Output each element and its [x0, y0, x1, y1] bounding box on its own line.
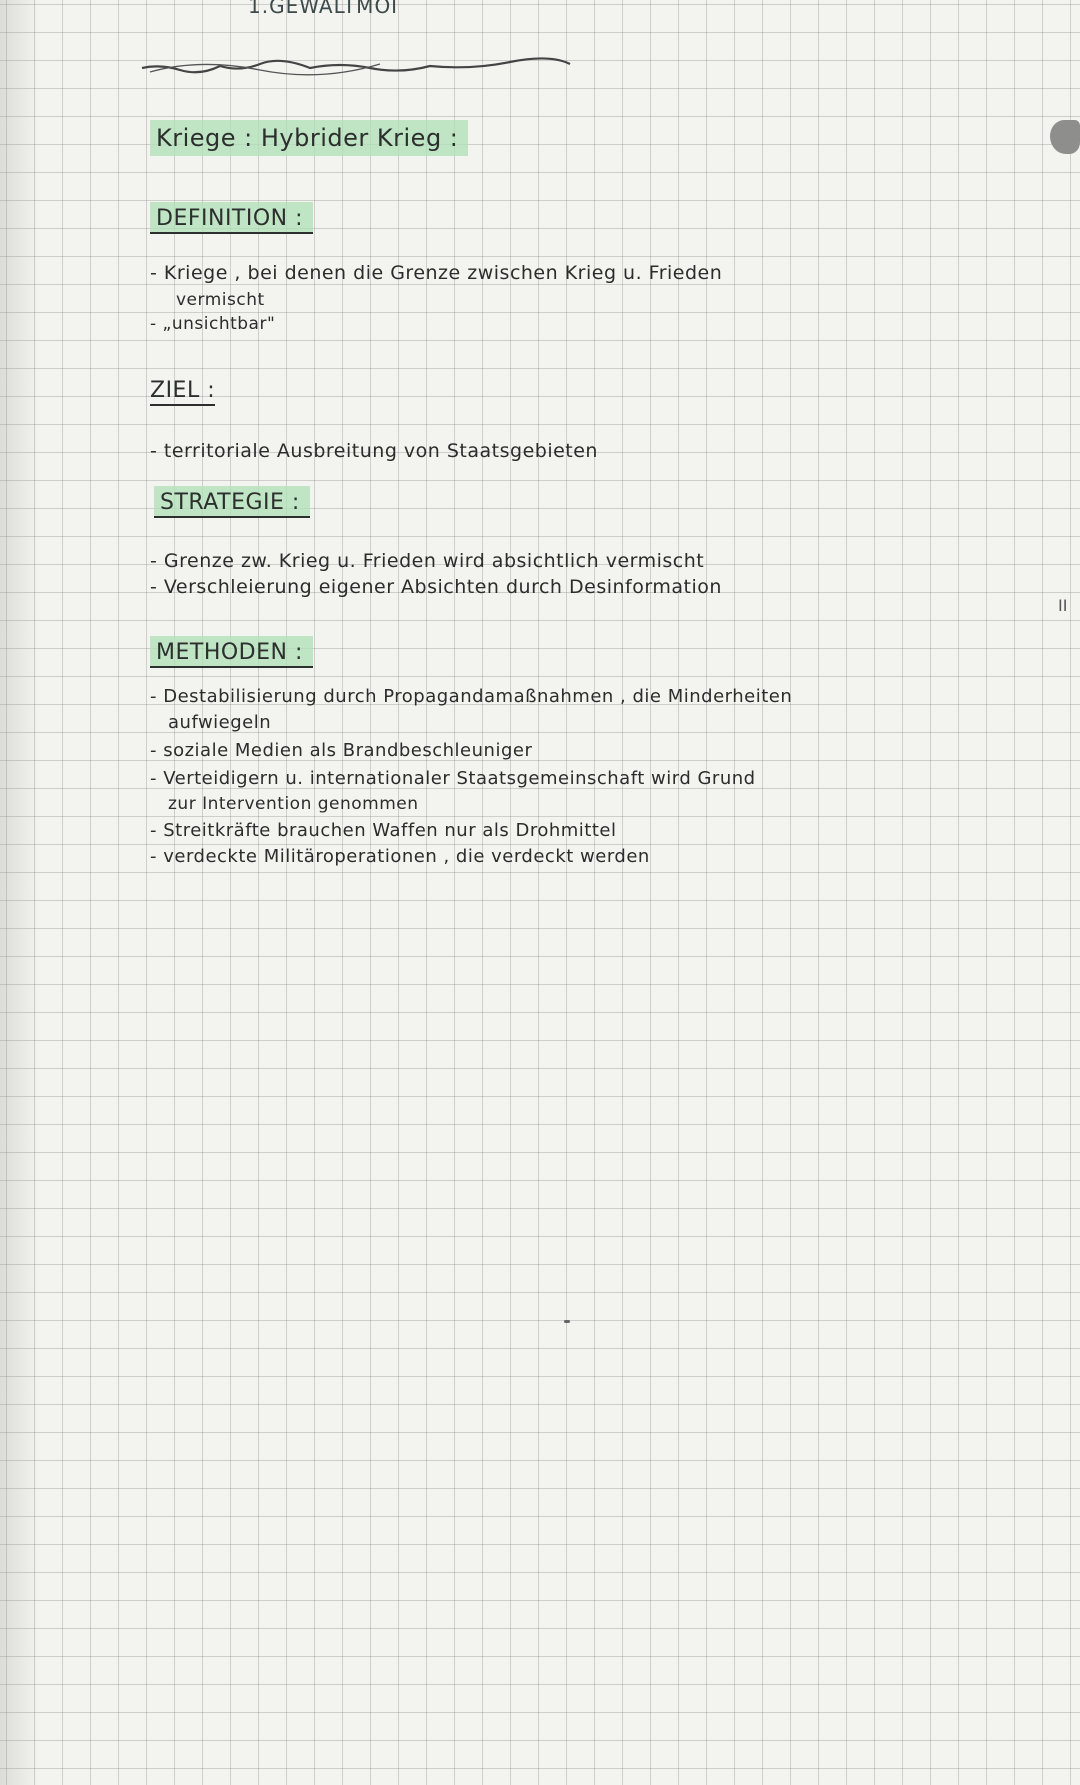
- definition-line-3: - „unsichtbar": [150, 314, 276, 334]
- crossed-out-scribble: [140, 52, 580, 82]
- strategie-line-2: - Verschleierung eigener Absichten durch Desinformation: [150, 576, 722, 598]
- methoden-heading: METHODEN :: [150, 640, 313, 665]
- definition-line-2: vermischt: [176, 290, 265, 310]
- page-edge-shadow: [0, 0, 40, 1785]
- ink-blot: [1050, 120, 1080, 154]
- methoden-line-3: - soziale Medien als Brandbeschleuniger: [150, 740, 533, 761]
- ink-dot: [564, 1320, 570, 1323]
- methoden-line-5: zur Intervention genommen: [168, 794, 419, 814]
- strategie-heading: STRATEGIE :: [154, 490, 310, 515]
- topic-title: Kriege : Hybrider Krieg :: [150, 124, 468, 152]
- methoden-line-1: - Destabilisierung durch Propagandamaßnahmen , die Minderheiten: [150, 686, 793, 707]
- definition-line-1: - Kriege , bei denen die Grenze zwischen Krieg u. Frieden: [150, 262, 723, 284]
- definition-heading: DEFINITION :: [150, 206, 313, 231]
- methoden-line-2: aufwiegeln: [168, 712, 272, 733]
- margin-mark: II: [1058, 596, 1068, 615]
- ziel-line-1: - territoriale Ausbreitung von Staatsgebieten: [150, 440, 598, 462]
- methoden-line-4: - Verteidigern u. internationaler Staatsgemeinschaft wird Grund: [150, 768, 756, 789]
- strategie-line-1: - Grenze zw. Krieg u. Frieden wird absichtlich vermischt: [150, 550, 705, 572]
- methoden-line-7: - verdeckte Militäroperationen , die verdeckt werden: [150, 846, 650, 867]
- page-top-title: 1.GEWALTMOI: [248, 0, 399, 18]
- methoden-line-6: - Streitkräfte brauchen Waffen nur als Drohmittel: [150, 820, 617, 841]
- ziel-heading: ZIEL :: [150, 378, 215, 403]
